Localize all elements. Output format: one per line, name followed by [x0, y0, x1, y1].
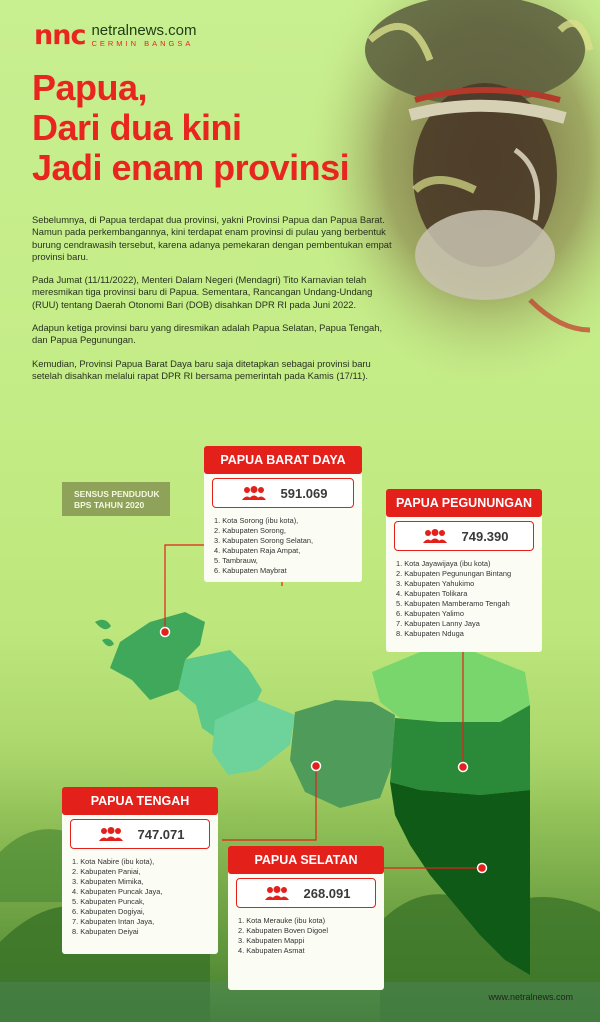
list-item: 4. Kabupaten Tolikara: [396, 589, 468, 598]
region-list: [212, 516, 354, 576]
population-value: 747.071: [137, 826, 185, 842]
list-item: 8. Kabupaten Nduga: [396, 629, 464, 638]
map-region-raja-ampat: [95, 620, 114, 647]
list-item: 1. Kota Merauke (ibu kota): [238, 916, 326, 925]
site-name: netralnews.com: [91, 22, 197, 40]
list-item: 8. Kabupaten Deiyai: [72, 927, 139, 936]
list-item: 6. Kabupaten Dogiyai,: [72, 907, 145, 916]
region-list: [236, 916, 376, 956]
netralnews-logo[interactable]: [34, 22, 197, 49]
population-value: 268.091: [303, 885, 351, 901]
people-group-icon: [262, 885, 292, 901]
population-value: 749.390: [461, 528, 509, 544]
population-box: [394, 521, 534, 551]
paragraph: Adapun ketiga provinsi baru yang diresmikan adalah Papua Selatan, Papua Tengah, dan Papua Pegunungan.: [32, 322, 383, 346]
people-group-icon: [420, 528, 450, 544]
list-item: 1. Kota Nabire (ibu kota),: [72, 857, 155, 866]
page-title: [32, 68, 392, 188]
region-list: [394, 559, 534, 639]
list-item: 3. Kabupaten Sorong Selatan,: [214, 536, 314, 545]
people-group-icon: [239, 485, 269, 501]
people-group-icon: [96, 826, 126, 842]
list-item: 3. Kabupaten Mimika,: [72, 877, 144, 886]
card-title: PAPUA SELATAN: [228, 846, 384, 874]
list-item: 5. Kabupaten Mamberamo Tengah: [396, 599, 510, 608]
population-box: [70, 819, 210, 849]
paragraph: Pada Jumat (11/11/2022), Menteri Dalam Negeri (Mendagri) Tito Karnavian telah meresmikan tiga provinsi baru di Papua. Sementara, Rancangan Undang-Undang (RUU) tentang Daerah Otonomi Bari (DOB) disahkan DPR RI pada Juni 2022.: [32, 274, 373, 310]
title-line-3: Jadi enam provinsi: [32, 147, 350, 188]
title-line-2: Dari dua kini: [32, 107, 242, 148]
logo-mark: nnc: [34, 20, 86, 51]
list-item: 2. Kabupaten Boven Digoel: [238, 926, 328, 935]
list-item: 7. Kabupaten Intan Jaya,: [72, 917, 155, 926]
card-title: PAPUA PEGUNUNGAN: [386, 489, 542, 517]
population-value: 591.069: [280, 485, 328, 501]
list-item: 5. Tambrauw,: [214, 556, 258, 565]
list-item: 4. Kabupaten Asmat: [238, 946, 305, 955]
footer-url[interactable]: www.netralnews.com: [488, 992, 573, 1002]
population-box: [236, 878, 376, 908]
card-papua-tengah: [62, 787, 218, 954]
list-item: 3. Kabupaten Mappi: [238, 936, 305, 945]
site-tagline: CERMIN BANGSA: [91, 39, 194, 49]
map-region-papua-barat-daya: [110, 612, 205, 700]
paragraph: Kemudian, Provinsi Papua Barat Daya baru saja ditetapkan sebagai provinsi baru setelah disahkan melalui rapat DPR RI bersama pemerintah pada Kamis (17/11).: [32, 357, 371, 381]
card-papua-pegunungan: [386, 489, 542, 652]
list-item: 7. Kabupaten Lanny Jaya: [396, 619, 480, 628]
population-box: [212, 478, 354, 508]
list-item: 5. Kabupaten Puncak,: [72, 897, 145, 906]
card-papua-selatan: [228, 846, 384, 990]
list-item: 4. Kabupaten Raja Ampat,: [214, 546, 301, 555]
card-title: PAPUA BARAT DAYA: [204, 446, 362, 474]
title-line-1: Papua,: [32, 67, 148, 108]
card-title: PAPUA TENGAH: [62, 787, 218, 815]
list-item: 2. Kabupaten Pegunungan Bintang: [396, 569, 512, 578]
intro-text: [32, 214, 392, 393]
list-item: 1. Kota Sorong (ibu kota),: [214, 516, 299, 525]
list-item: 2. Kabupaten Paniai,: [72, 867, 141, 876]
region-list: [70, 857, 210, 937]
census-source-badge: SENSUS PENDUDUK BPS TAHUN 2020: [62, 482, 170, 516]
list-item: 6. Kabupaten Maybrat: [214, 566, 287, 575]
list-item: 1. Kota Jayawijaya (ibu kota): [396, 559, 491, 568]
list-item: 3. Kabupaten Yahukimo: [396, 579, 475, 588]
pin-papua-barat-daya: [161, 628, 170, 637]
paragraph: Sebelumnya, di Papua terdapat dua provinsi, yakni Provinsi Papua dan Papua Barat. Namun pada perkembangannya, kini terdapat enam provinsi di pulau yang berbentuk burung cendrawasih tersebut, karena adanya pemekaran dengan pembentukan empat provinsi baru.: [32, 214, 392, 262]
list-item: 6. Kabupaten Yalimo: [396, 609, 464, 618]
list-item: 4. Kabupaten Puncak Jaya,: [72, 887, 163, 896]
card-papua-barat-daya: [204, 446, 362, 582]
list-item: 2. Kabupaten Sorong,: [214, 526, 286, 535]
